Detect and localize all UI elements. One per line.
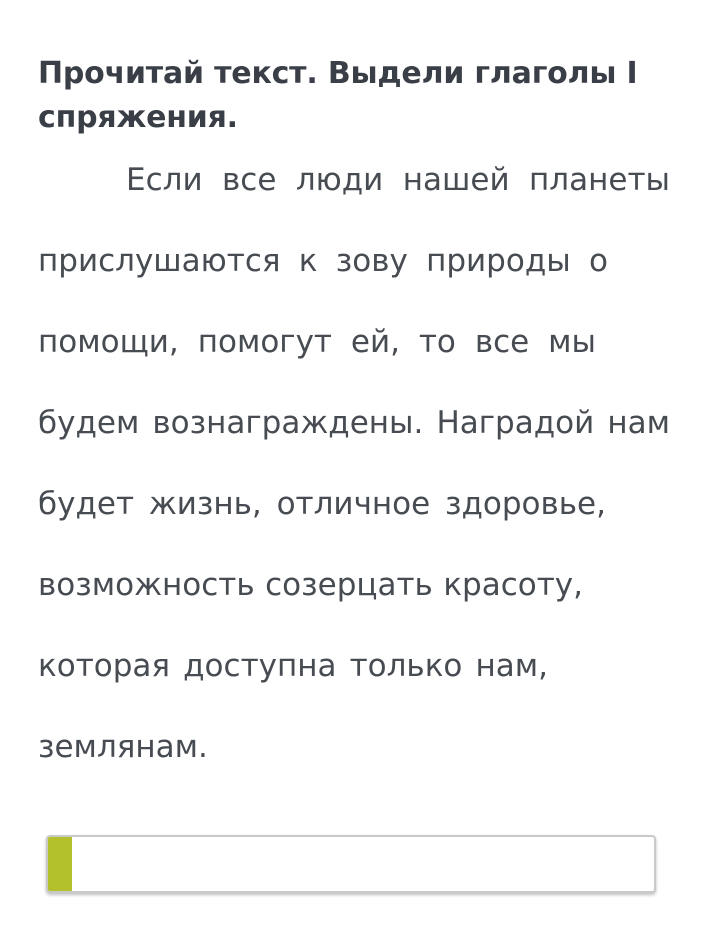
word: красоту,	[443, 567, 583, 603]
word: Наградой	[436, 405, 595, 441]
word: ей,	[350, 324, 400, 360]
word: нам	[607, 405, 670, 441]
word: природы	[426, 243, 571, 279]
task-title: Прочитай текст. Выдели глаголы I спряжения.	[38, 56, 638, 135]
word: Если	[126, 162, 203, 198]
word: планеты	[529, 162, 670, 198]
word: все	[474, 324, 530, 360]
text-line	[38, 231, 608, 312]
word: люди	[295, 162, 384, 198]
word: будем	[38, 405, 140, 441]
answer-field[interactable]	[46, 835, 656, 893]
word: только	[349, 648, 463, 684]
text-line	[38, 555, 583, 636]
text-line	[38, 717, 670, 798]
word: созерцать	[265, 567, 433, 603]
text-line	[38, 474, 606, 555]
word: жизнь,	[148, 486, 262, 522]
word: нашей	[402, 162, 510, 198]
word: вознаграждены.	[152, 405, 424, 441]
word: доступна	[183, 648, 337, 684]
reading-text	[38, 150, 670, 798]
word: отличное	[276, 486, 431, 522]
text-line	[38, 393, 670, 474]
word: мы	[548, 324, 596, 360]
answer-field-accent	[48, 837, 72, 891]
text-line	[38, 150, 670, 231]
word: к	[298, 243, 318, 279]
word: прислушаются	[38, 243, 281, 279]
word: которая	[38, 648, 171, 684]
word: возможность	[38, 567, 255, 603]
word: здоровье,	[444, 486, 606, 522]
word: все	[222, 162, 277, 198]
text-line	[38, 636, 548, 717]
word: помощи,	[38, 324, 179, 360]
word: будет	[38, 486, 135, 522]
word: нам,	[475, 648, 548, 684]
answer-input[interactable]	[72, 837, 654, 891]
word: зову	[335, 243, 408, 279]
word: то	[418, 324, 456, 360]
word: землянам.	[38, 729, 208, 765]
word: помогут	[197, 324, 332, 360]
word: о	[588, 243, 608, 279]
text-line	[38, 312, 596, 393]
